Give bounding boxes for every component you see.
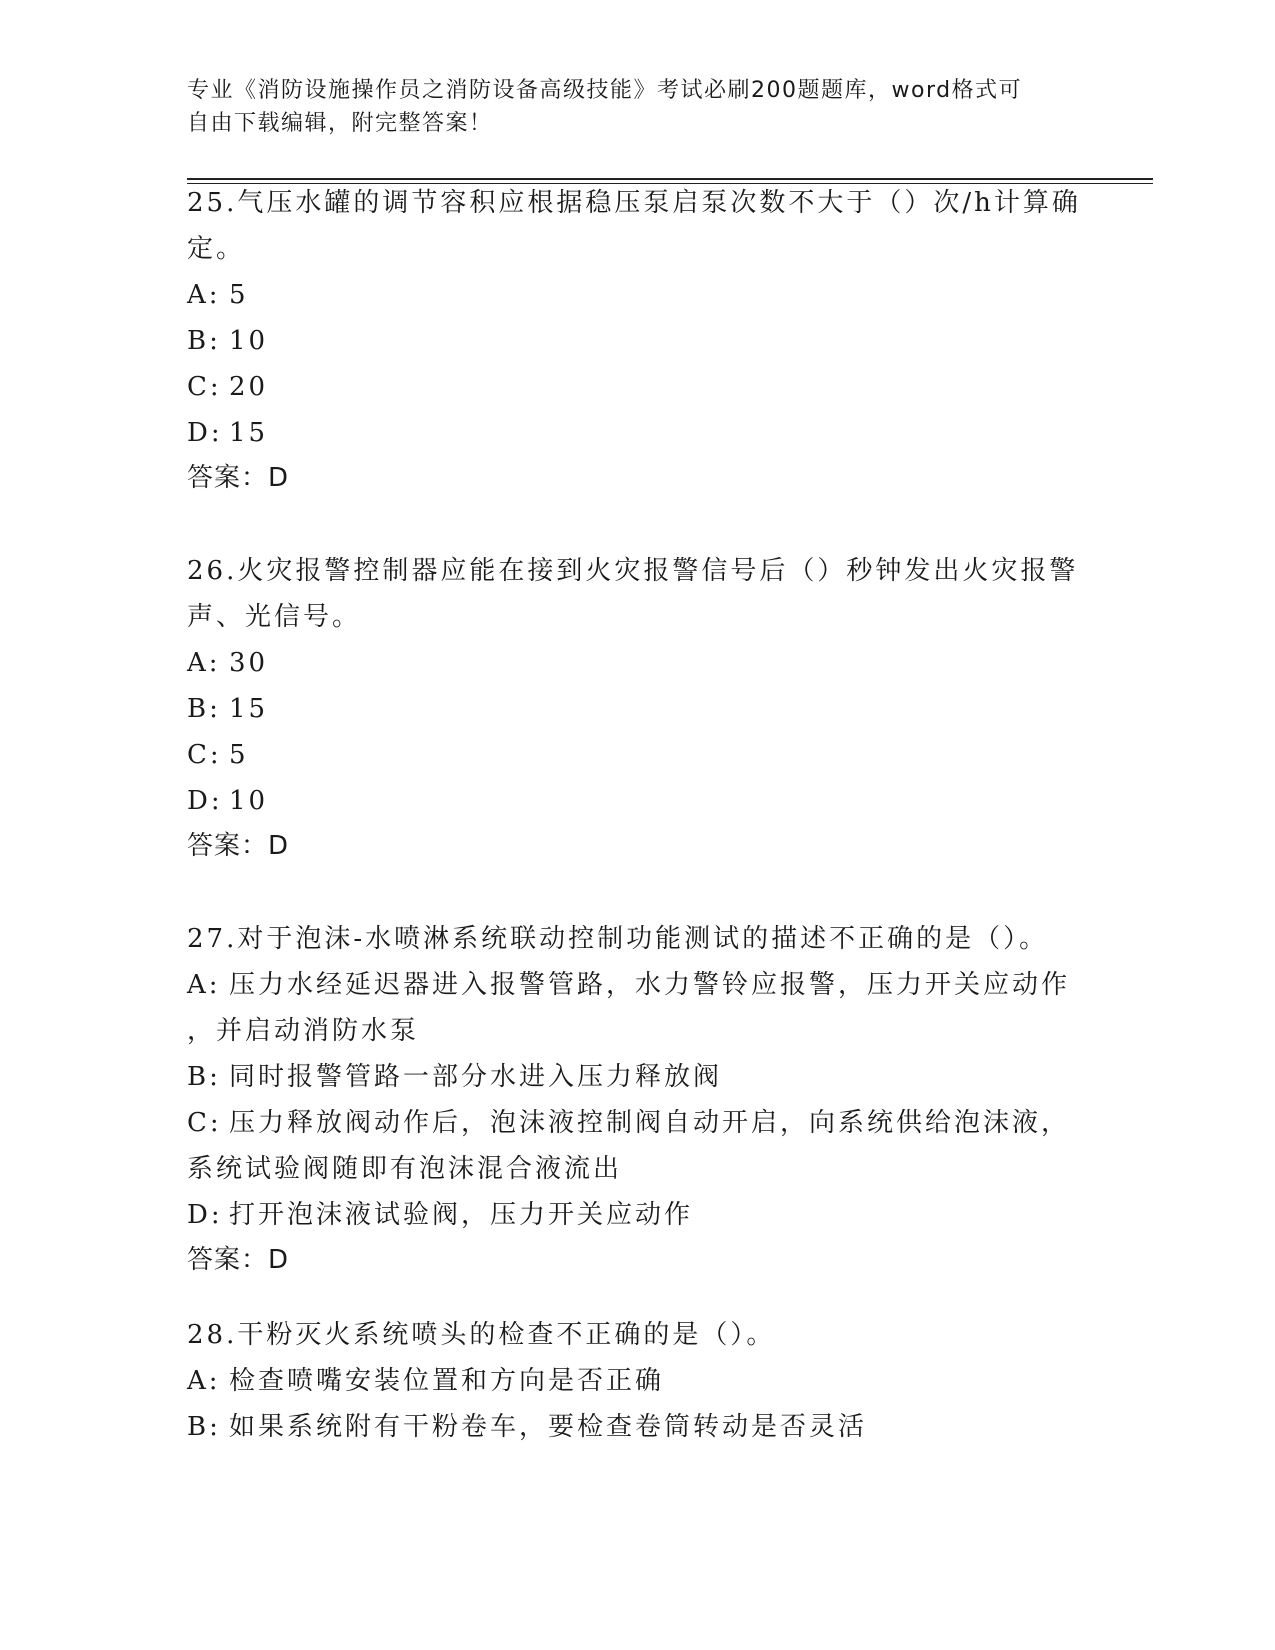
option-key: D:	[187, 786, 223, 816]
option-text: 10	[229, 786, 269, 816]
option-b	[187, 318, 1087, 364]
option-key: A:	[187, 1366, 221, 1396]
question-28	[187, 1312, 1087, 1450]
option-key: B:	[187, 1412, 221, 1442]
option-text: 5	[229, 740, 249, 770]
option-key: C:	[187, 372, 222, 402]
option-d	[187, 410, 1087, 456]
option-text: 5	[229, 280, 249, 310]
option-text: 15	[229, 694, 269, 724]
option-text: 15	[229, 418, 269, 448]
answer: 答案：D	[187, 1245, 290, 1275]
option-text: 打开泡沫液试验阀，压力开关应动作	[229, 1200, 694, 1230]
option-text: 同时报警管路一部分水进入压力释放阀	[229, 1062, 723, 1092]
option-b	[187, 1404, 1087, 1450]
question-27	[187, 916, 1087, 1282]
option-key: D:	[187, 418, 223, 448]
question-stem-line-1: 28.干粉灭火系统喷头的检查不正确的是（）。	[187, 1320, 776, 1350]
question-stem-line-1: 25.气压水罐的调节容积应根据稳压泵启泵次数不大于（）次/h计算确	[187, 188, 1081, 218]
option-text: 压力释放阀动作后，泡沫液控制阀自动开启，向系统供给泡沫液，	[229, 1108, 1071, 1138]
document-header	[187, 74, 1087, 140]
option-text: 如果系统附有干粉卷车，要检查卷筒转动是否灵活	[229, 1412, 868, 1442]
header-line-1: 专业《消防设施操作员之消防设备高级技能》考试必刷200题题库，word格式可	[187, 78, 1023, 103]
answer: 答案：D	[187, 463, 290, 493]
option-text: 10	[229, 326, 269, 356]
option-c	[187, 732, 1087, 778]
option-a-continuation: ，并启动消防水泵	[187, 1016, 420, 1046]
question-25	[187, 180, 1087, 500]
option-d	[187, 1192, 1087, 1238]
option-key: B:	[187, 326, 221, 356]
option-key: A:	[187, 280, 221, 310]
option-c-continuation: 系统试验阀随即有泡沫混合液流出	[187, 1154, 623, 1184]
answer: 答案：D	[187, 831, 290, 861]
option-text: 20	[229, 372, 269, 402]
option-text: 压力水经延迟器进入报警管路，水力警铃应报警，压力开关应动作	[229, 970, 1071, 1000]
option-key: A:	[187, 648, 221, 678]
option-key: B:	[187, 694, 221, 724]
option-a	[187, 640, 1087, 686]
option-text: 30	[229, 648, 269, 678]
question-stem-line-1: 27.对于泡沫-水喷淋系统联动控制功能测试的描述不正确的是（）。	[187, 924, 1049, 954]
question-26	[187, 548, 1087, 868]
question-stem-line-2: 声、光信号。	[187, 602, 362, 632]
option-d	[187, 778, 1087, 824]
option-b	[187, 1054, 1087, 1100]
option-c	[187, 364, 1087, 410]
option-key: C:	[187, 1108, 222, 1138]
question-stem-line-1: 26.火灾报警控制器应能在接到火灾报警信号后（）秒钟发出火灾报警	[187, 556, 1079, 586]
header-line-2: 自由下载编辑，附完整答案！	[187, 111, 493, 136]
option-key: D:	[187, 1200, 223, 1230]
option-key: B:	[187, 1062, 221, 1092]
option-text: 检查喷嘴安装位置和方向是否正确	[229, 1366, 665, 1396]
option-a	[187, 272, 1087, 318]
question-stem-line-2: 定。	[187, 234, 246, 264]
option-c	[187, 1100, 1087, 1146]
option-key: C:	[187, 740, 222, 770]
option-key: A:	[187, 970, 221, 1000]
option-a	[187, 962, 1087, 1008]
option-a	[187, 1358, 1087, 1404]
option-b	[187, 686, 1087, 732]
